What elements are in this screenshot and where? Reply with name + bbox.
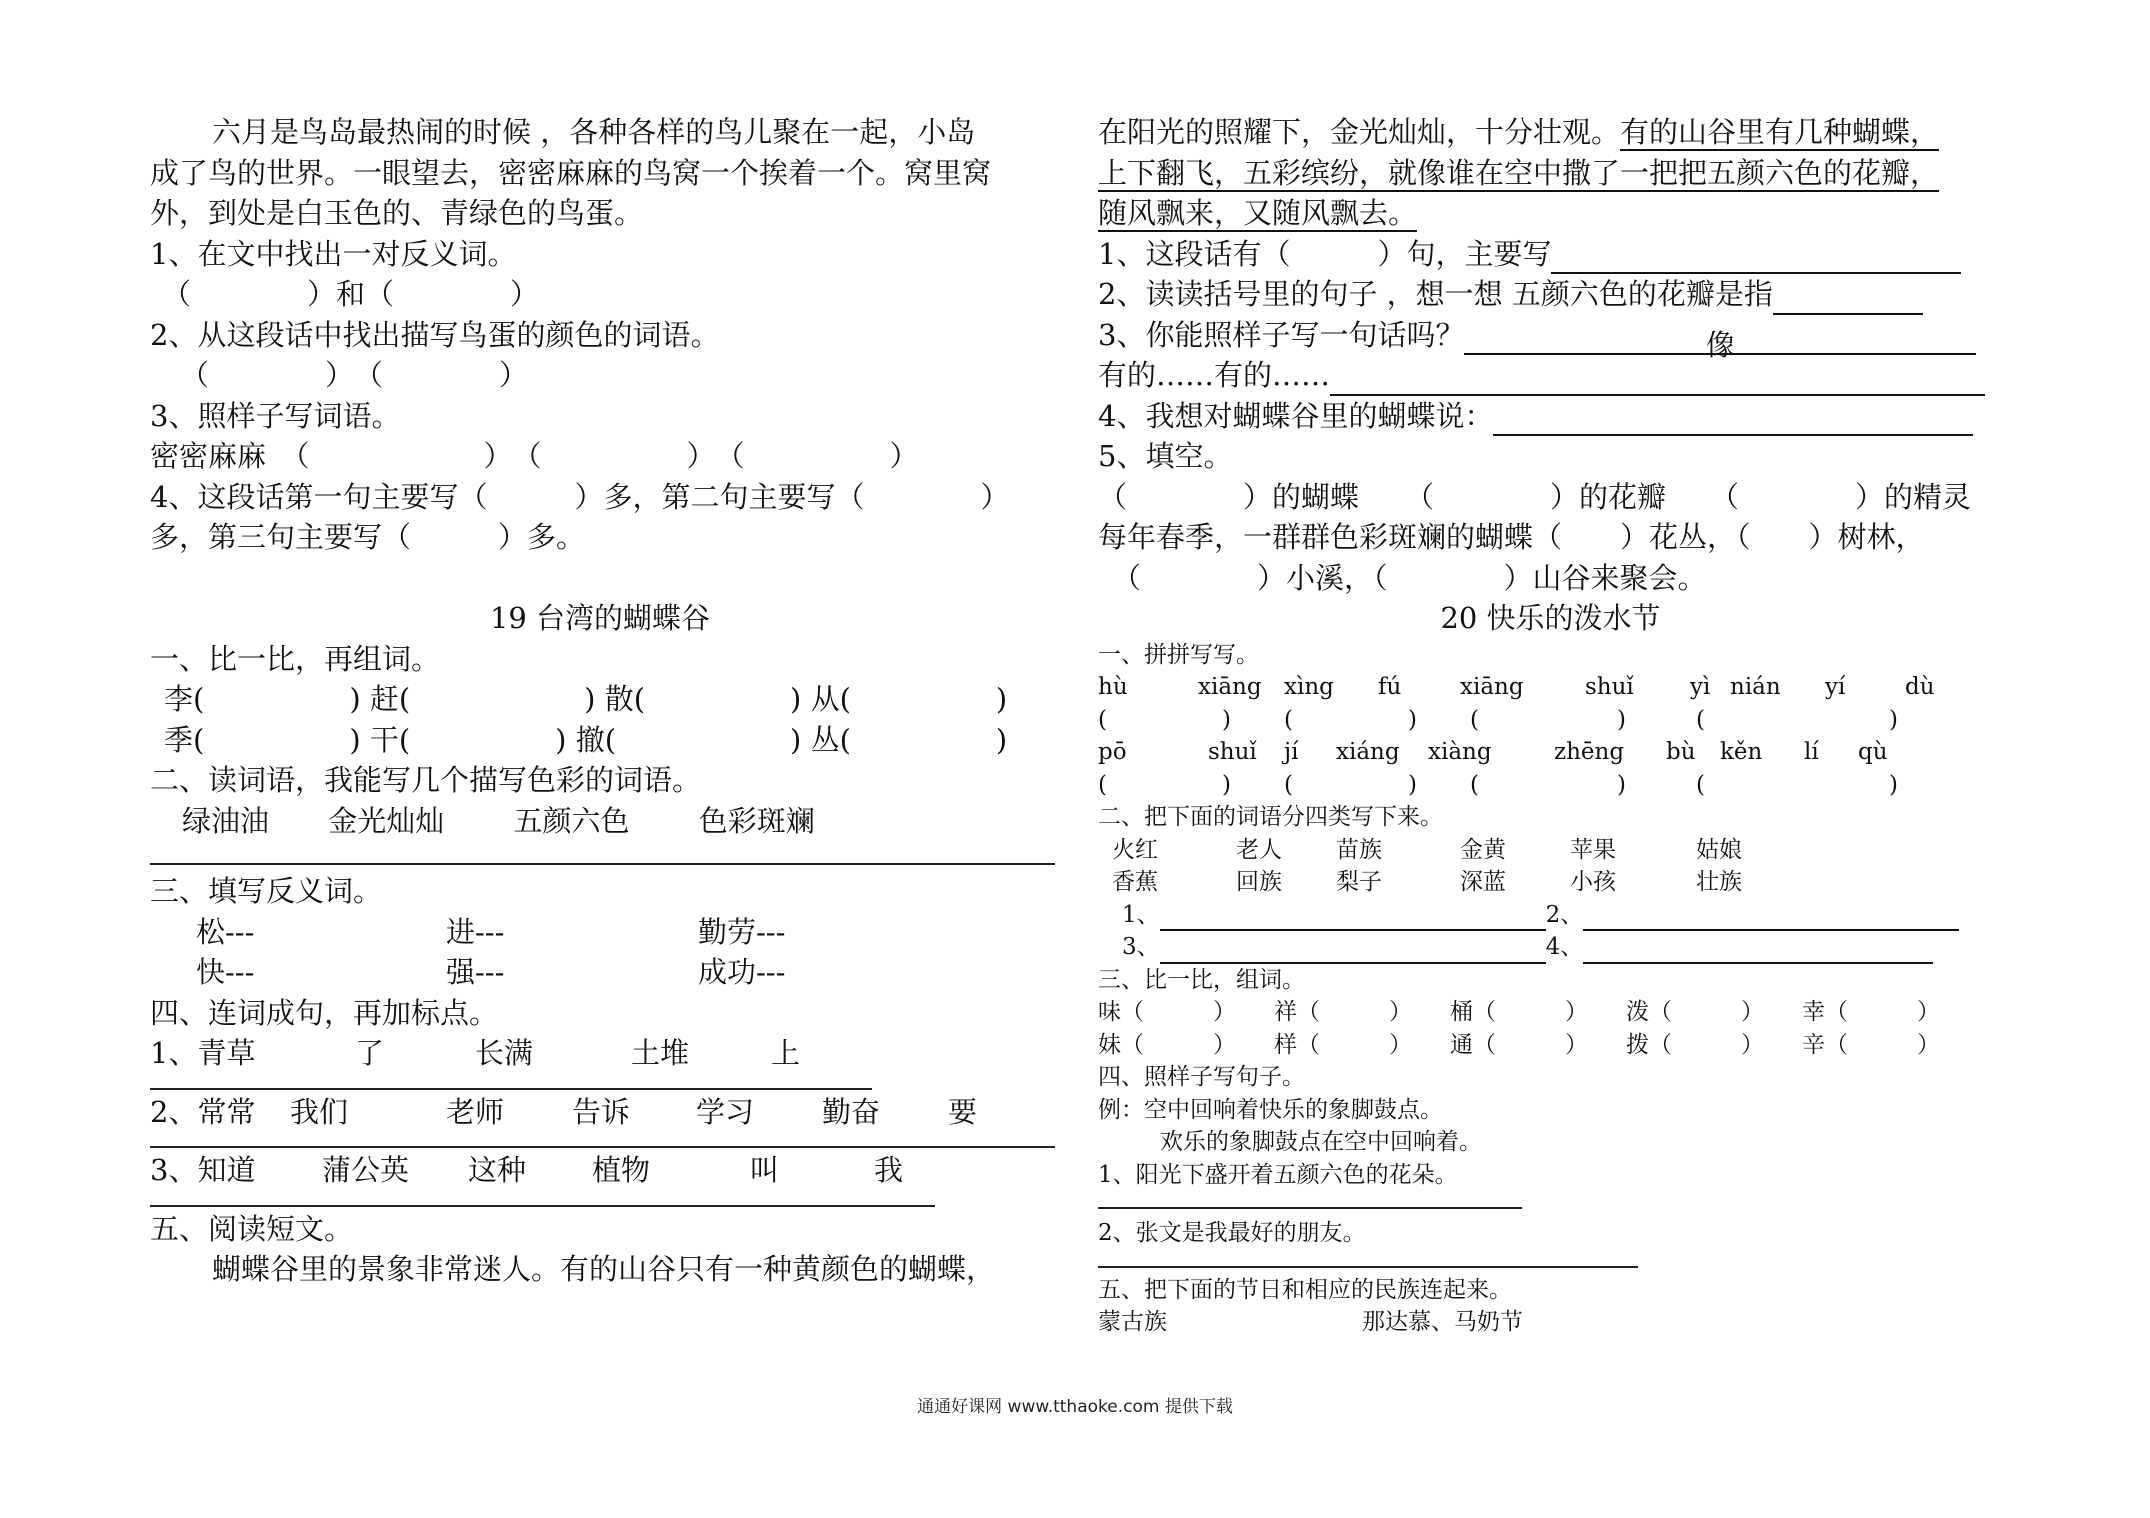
question-3-line[interactable]: 密密麻麻 （ ） （ ） （ ） <box>150 439 919 473</box>
category-number: 1、 <box>1122 901 1160 928</box>
answer-line[interactable] <box>1330 366 1985 396</box>
word: 学习 <box>696 1094 755 1129</box>
word: 小孩 <box>1570 869 1616 895</box>
answer-line[interactable] <box>1493 406 1973 436</box>
section-2-title: 二、读词语，我能写几个描写色彩的词语。 <box>150 763 702 797</box>
pinyin: shuǐ <box>1208 739 1257 765</box>
blank[interactable]: ( ) <box>1284 706 1417 733</box>
word: 我 <box>874 1153 904 1187</box>
question-text: 3、你能照样子写一句话吗？ <box>1098 317 1465 352</box>
compare-item[interactable]: 李( ) <box>164 682 361 716</box>
antonym-item[interactable]: 快--- <box>196 955 255 989</box>
festival[interactable]: 那达慕、马奶节 <box>1362 1309 1523 1335</box>
pinyin: kěn <box>1720 739 1763 765</box>
word: 上 <box>771 1036 801 1070</box>
question-4-line-1[interactable]: 4、这段话第一句主要写（ ）多，第二句主要写（ ） <box>150 479 1010 514</box>
answer-line[interactable] <box>1098 1191 1522 1209</box>
fill-row-1 <box>1098 477 2003 518</box>
part-5-title: 五、把下面的节日和相应的民族连起来。 <box>1098 1276 1512 1303</box>
section-1-title: 一、比一比，再组词。 <box>150 641 441 676</box>
color-word: 五颜六色 <box>513 803 630 838</box>
answer-line[interactable] <box>150 1191 935 1207</box>
lesson-20-title: 20 快乐的泼水节 <box>1440 601 1661 635</box>
pinyin: shuǐ <box>1585 674 1634 700</box>
pinyin: dù <box>1905 674 1935 700</box>
ethnic-group[interactable]: 蒙古族 <box>1098 1309 1167 1335</box>
pinyin: xiàng <box>1428 739 1492 765</box>
compare-row-1 <box>150 679 1050 720</box>
antonym-item[interactable]: 强--- <box>446 955 505 989</box>
antonym-row-2 <box>150 952 1050 993</box>
compare-item[interactable]: 拨（ ） <box>1626 1031 1764 1058</box>
sentence-1-words <box>150 1033 1050 1074</box>
question-2: 2、从这段话中找出描写鸟蛋的颜色的词语。 <box>150 317 720 352</box>
word: 老人 <box>1236 836 1282 863</box>
compare-item[interactable]: 干( ) <box>369 722 567 757</box>
category-number: 2、 <box>1545 901 1584 928</box>
pinyin-blank-row-1 <box>1098 704 2003 737</box>
question-4-line-2[interactable]: 多，第三句主要写（ ）多。 <box>150 520 586 554</box>
category-row-1 <box>1098 899 2003 932</box>
blank[interactable]: ( ) <box>1098 706 1231 733</box>
underlined-sentence: 上下翻飞，五彩缤纷，就像谁在空中撒了一把把五颜六色的花瓣， <box>1098 155 1940 190</box>
reading-question-2 <box>1098 274 2003 315</box>
pinyin: pō <box>1098 739 1127 765</box>
answer-line[interactable] <box>150 1074 872 1090</box>
word: 长满 <box>475 1036 534 1070</box>
word: 金黄 <box>1460 836 1506 863</box>
reading-passage-line: 蝴蝶谷里的景象非常迷人。有的山谷只有一种黄颜色的蝴蝶， <box>212 1252 996 1286</box>
color-word: 金光灿灿 <box>328 803 445 838</box>
pinyin: xiāng <box>1460 674 1524 700</box>
fill-row-3[interactable]: （ ）小溪，（ ）山谷来聚会。 <box>1112 560 1707 595</box>
pinyin: yí <box>1825 674 1846 700</box>
blank[interactable]: ( ) <box>1284 771 1417 798</box>
underlined-sentence: 有的山谷里有几种蝴蝶， <box>1620 115 1940 149</box>
word: 深蓝 <box>1460 869 1506 895</box>
sentence-3-words <box>150 1150 1050 1191</box>
word: 了 <box>355 1036 385 1070</box>
passage-line-3: 外，到处是白玉色的、青绿色的鸟蛋。 <box>150 196 644 230</box>
pinyin: yì <box>1690 674 1711 700</box>
word: 2、常常 <box>150 1094 256 1129</box>
question-1: 1、在文中找出一对反义词。 <box>150 236 517 271</box>
color-word: 绿油油 <box>182 803 270 838</box>
word: 3、知道 <box>150 1153 256 1187</box>
part-2-title: 二、把下面的词语分四类写下来。 <box>1098 804 1443 830</box>
word: 勤奋 <box>822 1094 881 1129</box>
answer-line[interactable] <box>150 1132 1055 1148</box>
word: 1、青草 <box>150 1036 256 1070</box>
question-text: 有的……有的…… <box>1098 358 1331 392</box>
compare-item[interactable]: 季( ) <box>164 722 361 757</box>
fill-item[interactable]: （ ）的花瓣 <box>1405 479 1667 514</box>
answer-line[interactable] <box>1464 325 1976 362</box>
passage-line-2: 成了鸟的世界。一眼望去，密密麻麻的鸟窝一个挨着一个。窝里窝 <box>150 155 992 190</box>
color-words <box>150 801 1050 842</box>
reading-question-5: 5、填空。 <box>1098 439 1233 473</box>
answer-line[interactable] <box>1098 1250 1638 1268</box>
part-4-title: 四、照样子写句子。 <box>1098 1064 1305 1090</box>
word: 告诉 <box>572 1094 631 1129</box>
question-3: 3、照样子写词语。 <box>150 398 401 433</box>
compare-row-1 <box>1098 996 2003 1029</box>
fill-row-2[interactable]: 每年春季，一群群色彩斑斓的蝴蝶（ ）花丛，（ ）树林， <box>1098 520 1925 554</box>
compare-item[interactable]: 从( ) <box>810 682 1008 716</box>
pinyin: xìng <box>1284 674 1334 700</box>
compare-item[interactable]: 祥（ ） <box>1274 999 1412 1025</box>
antonym-item[interactable]: 松--- <box>196 914 255 949</box>
compare-item[interactable]: 样（ ） <box>1274 1031 1412 1058</box>
compare-item[interactable]: 辛（ ） <box>1802 1031 1940 1058</box>
word: 壮族 <box>1696 869 1742 895</box>
answer-line[interactable] <box>1773 285 1923 315</box>
pinyin: hù <box>1098 674 1128 700</box>
question-text: 1、这段话有（ ）句，主要写 <box>1098 236 1552 271</box>
question-text: 4、我想对蝴蝶谷里的蝴蝶说： <box>1098 398 1494 433</box>
reading-question-3 <box>1098 315 2003 362</box>
antonym-item[interactable]: 勤劳--- <box>698 914 786 949</box>
compare-item[interactable]: 味（ ） <box>1098 999 1236 1025</box>
compare-item[interactable]: 幸（ ） <box>1802 999 1940 1025</box>
compare-item[interactable]: 妹（ ） <box>1098 1031 1236 1058</box>
question-1-blank[interactable]: （ ）和（ ） <box>162 277 540 311</box>
example-sentence: 例：空中回响着快乐的象脚鼓点。 <box>1098 1096 1443 1123</box>
pinyin: zhēng <box>1554 739 1625 765</box>
blank[interactable]: ( ) <box>1696 771 1898 798</box>
word: 老师 <box>446 1094 505 1129</box>
answer-line[interactable] <box>1551 244 1961 274</box>
spacer <box>150 558 1050 599</box>
rewrite-1: 1、阳光下盛开着五颜六色的花朵。 <box>1098 1161 1458 1188</box>
color-word: 色彩斑斓 <box>698 803 815 838</box>
pinyin-blank-row-2 <box>1098 769 2003 802</box>
word: 苗族 <box>1336 836 1382 863</box>
word: 姑娘 <box>1696 836 1742 863</box>
section-3-title: 三、填写反义词。 <box>150 874 383 908</box>
example-answer: 欢乐的象脚鼓点在空中回响着。 <box>1160 1129 1482 1155</box>
compare-item[interactable]: 通（ ） <box>1450 1031 1588 1058</box>
pinyin: bù <box>1666 739 1696 765</box>
lesson-19-title: 19 台湾的蝴蝶谷 <box>489 601 711 635</box>
footer-credit: 通通好课网 www.tthaoke.com 提供下载 <box>917 1397 1233 1417</box>
pinyin: qù <box>1858 739 1888 765</box>
like-word: 像 <box>1705 328 1735 362</box>
antonym-item[interactable]: 进--- <box>446 914 505 949</box>
antonym-item[interactable]: 成功--- <box>698 955 786 989</box>
right-column <box>1098 112 2003 1339</box>
word: 我们 <box>290 1094 349 1129</box>
word: 植物 <box>592 1153 651 1187</box>
compare-item[interactable]: 泼（ ） <box>1626 999 1764 1025</box>
left-column <box>150 112 1050 1290</box>
blank[interactable]: ( ) <box>1470 771 1626 798</box>
antonym-row-1 <box>150 912 1050 953</box>
word: 回族 <box>1236 869 1282 895</box>
word: 这种 <box>468 1153 527 1187</box>
word: 叫 <box>750 1153 780 1187</box>
passage-line-1: 六月是鸟岛最热闹的时候 ，各种各样的鸟儿聚在一起，小岛 <box>212 115 976 149</box>
sentence-2-words <box>150 1092 1050 1133</box>
word: 香蕉 <box>1112 869 1158 895</box>
passage-continued-3 <box>1098 193 2003 234</box>
blank[interactable]: ( ) <box>1470 706 1626 733</box>
blank[interactable]: ( ) <box>1098 771 1231 798</box>
compare-item[interactable]: 散( ) <box>604 682 802 716</box>
question-2-blank[interactable]: （ ） （ ） <box>180 358 529 392</box>
compare-item[interactable]: 丛( ) <box>810 722 1008 757</box>
pinyin: xiāng <box>1198 674 1262 700</box>
underlined-sentence: 随风飘来，又随风飘去。 <box>1098 196 1418 230</box>
compare-item[interactable]: 赶( ) <box>369 682 596 716</box>
part-3-title: 三、比一比，组词。 <box>1098 966 1305 993</box>
word: 苹果 <box>1570 836 1616 863</box>
pinyin: nián <box>1730 674 1781 700</box>
answer-line[interactable] <box>1583 907 1959 931</box>
word: 梨子 <box>1336 869 1382 895</box>
word: 火红 <box>1112 836 1158 863</box>
category-number: 4、 <box>1545 934 1584 960</box>
passage-continued-1 <box>1098 112 2003 153</box>
section-4-title: 四、连词成句，再加标点。 <box>150 995 499 1030</box>
fill-item[interactable]: （ ）的精灵 <box>1710 479 1972 514</box>
compare-item[interactable]: 撤( ) <box>575 722 802 757</box>
pinyin-row-2 <box>1098 736 2003 769</box>
compare-row-2 <box>150 720 1050 761</box>
answer-line[interactable] <box>1160 907 1546 931</box>
word: 要 <box>948 1094 978 1129</box>
word: 土堆 <box>631 1036 690 1070</box>
answer-line[interactable] <box>1583 940 1933 964</box>
pinyin: lí <box>1804 739 1819 765</box>
blank[interactable]: ( ) <box>1696 706 1898 733</box>
passage-text: 在阳光的照耀下，金光灿灿，十分壮观。 <box>1098 115 1621 149</box>
part-1-title: 一、拼拼写写。 <box>1098 641 1259 668</box>
word: 蒲公英 <box>322 1153 410 1187</box>
reading-question-3b <box>1098 355 2003 396</box>
compare-row-2 <box>1098 1029 2003 1062</box>
word-row-1 <box>1098 834 2003 867</box>
section-5-title: 五、阅读短文。 <box>150 1211 354 1246</box>
reading-question-4 <box>1098 396 2003 437</box>
passage-continued-2 <box>1098 153 2003 194</box>
category-row-2 <box>1098 931 2003 964</box>
reading-question-1 <box>1098 234 2003 275</box>
match-row <box>1098 1306 2003 1339</box>
fill-item[interactable]: （ ）的蝴蝶 <box>1098 479 1360 514</box>
category-number: 3、 <box>1122 934 1160 960</box>
compare-item[interactable]: 桶（ ） <box>1450 999 1588 1025</box>
question-text: 2、读读括号里的句子 ，想一想 五颜六色的花瓣是指 <box>1098 277 1773 311</box>
rewrite-2: 2、张文是我最好的朋友。 <box>1098 1220 1366 1246</box>
pinyin-row-1 <box>1098 671 2003 704</box>
answer-line[interactable] <box>150 841 1055 865</box>
word-row-2 <box>1098 866 2003 899</box>
answer-line[interactable] <box>1160 940 1546 964</box>
pinyin: fú <box>1378 674 1402 700</box>
pinyin: jí <box>1284 739 1299 765</box>
pinyin: xiáng <box>1336 739 1400 765</box>
